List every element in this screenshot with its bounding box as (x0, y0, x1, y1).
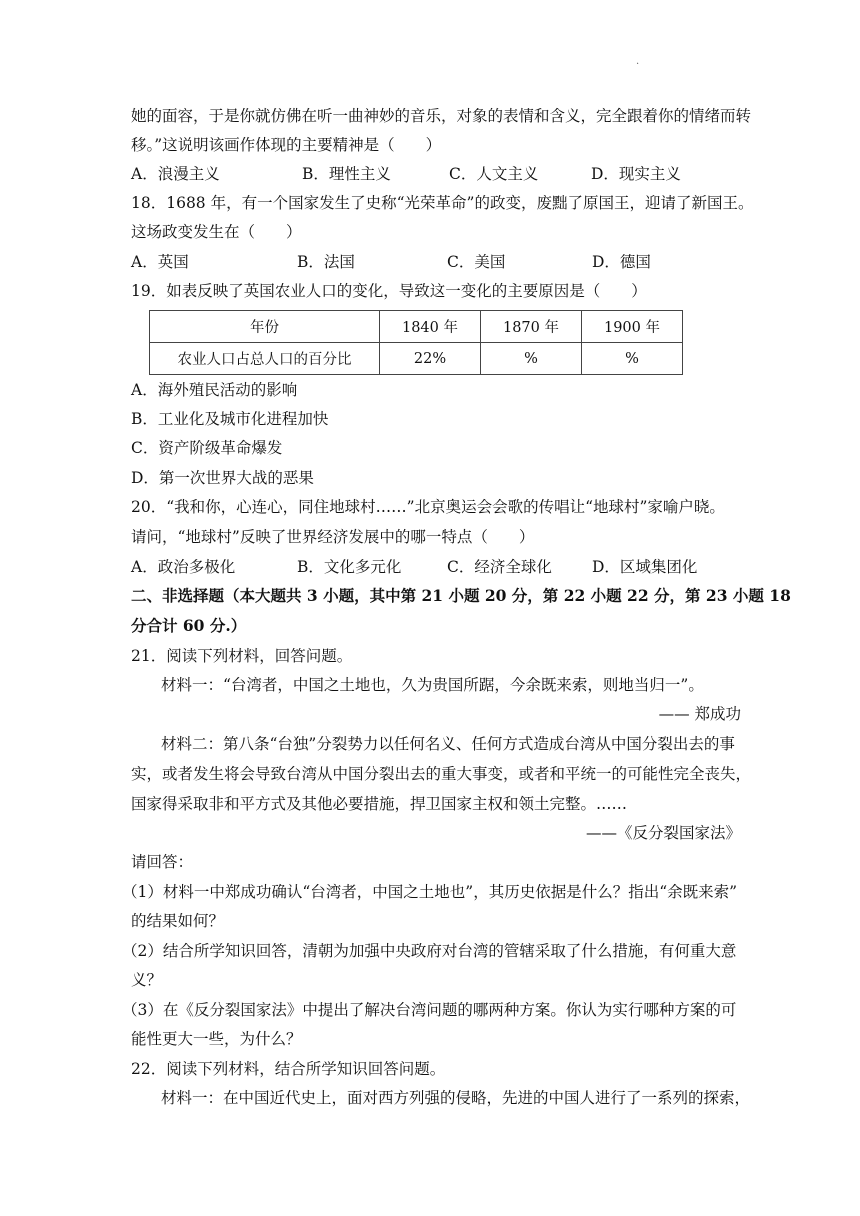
q18-option-d[interactable]: D．德国 (592, 253, 651, 271)
q19-option-b[interactable]: B．工业化及城市化进程加快 (131, 410, 329, 428)
q21-sub-1-line-2: 的结果如何？ (131, 912, 225, 930)
table-header-cell: 1900 年 (582, 311, 683, 343)
q21-stem: 21．阅读下列材料，回答问题。 (131, 647, 353, 665)
q17-line-2: 移。”这说明该画作体现的主要精神是（ ） (131, 136, 442, 154)
q20-option-a[interactable]: A．政治多极化 (131, 558, 236, 576)
q21-sub-2-line-1: （2）结合所学知识回答，清朝为加强中央政府对台湾的管辖采取了什么措施，有何重大意 (122, 942, 737, 960)
section-2-heading-cont: 分合计 60 分.） (131, 616, 247, 635)
q18-line-2: 这场政变发生在（ ） (131, 223, 302, 241)
q21-sub-2-line-2: 义？ (131, 971, 163, 989)
q19-option-d[interactable]: D．第一次世界大战的恶果 (131, 469, 314, 487)
q17-line-1: 她的面容，于是你就仿佛在听一曲神妙的音乐，对象的表情和含义，完全跟着你的情绪而转 (131, 107, 752, 125)
q17-option-b[interactable]: B．理性主义 (302, 165, 391, 183)
q21-material-1-source: —— 郑成功 (658, 705, 741, 723)
table-header-cell: 1840 年 (380, 311, 481, 343)
q18-line-1: 18．1688 年，有一个国家发生了史称“光荣革命”的政变，废黜了原国王，迎请了新国王。 (131, 194, 754, 212)
q22-stem: 22．阅读下列材料，结合所学知识回答问题。 (131, 1060, 446, 1078)
q17-option-a[interactable]: A．浪漫主义 (131, 165, 220, 183)
header-dot: . (636, 56, 640, 67)
q21-sub-3-line-2: 能性更大一些，为什么？ (131, 1030, 302, 1048)
q21-sub-1-line-1: （1）材料一中郑成功确认“台湾者，中国之土地也”，其历史依据是什么？指出“余既来索” (122, 883, 738, 901)
table-cell: 农业人口占总人口的百分比 (150, 343, 380, 375)
q18-option-b[interactable]: B．法国 (297, 253, 355, 271)
q19-option-a[interactable]: A．海外殖民活动的影响 (131, 381, 298, 399)
q17-option-d[interactable]: D．现实主义 (591, 165, 681, 183)
q20-line-2: 请问，“地球村”反映了世界经济发展中的哪一特点（ ） (131, 528, 535, 546)
section-2-heading: 二、非选择题（本大题共 3 小题，其中第 21 小题 20 分，第 22 小题 22 分，第 23 小题 18 (131, 586, 791, 605)
table-cell: 22% (380, 343, 481, 375)
q20-option-d[interactable]: D．区域集团化 (592, 558, 698, 576)
table-header-cell: 1870 年 (481, 311, 582, 343)
q18-option-a[interactable]: A．英国 (131, 253, 189, 271)
table-cell: % (481, 343, 582, 375)
table-header-cell: 年份 (150, 311, 380, 343)
q20-line-1: 20．“我和你，心连心，同住地球村……”北京奥运会会歌的传唱让“地球村”家喻户晓。 (131, 498, 725, 516)
q21-material-1: 材料一：“台湾者，中国之土地也，久为贵国所踞，今余既来索，则地当归一”。 (161, 676, 704, 694)
q21-ask: 请回答： (131, 853, 194, 871)
q21-material-2-source: ——《反分裂国家法》 (585, 824, 741, 842)
table-row (150, 343, 683, 375)
q19-stem: 19．如表反映了英国农业人口的变化，导致这一变化的主要原因是（ ） (131, 282, 647, 300)
q21-material-2-line-3: 国家得采取非和平方式及其他必要措施，捍卫国家主权和领土完整。…… (131, 795, 628, 813)
q20-option-c[interactable]: C．经济全球化 (447, 558, 552, 576)
q20-option-b[interactable]: B．文化多元化 (297, 558, 402, 576)
q18-option-c[interactable]: C．美国 (447, 253, 506, 271)
q19-option-c[interactable]: C．资产阶级革命爆发 (131, 439, 283, 457)
q22-material-1: 材料一：在中国近代史上，面对西方列强的侵略，先进的中国人进行了一系列的探索， (161, 1089, 751, 1107)
q21-sub-3-line-1: （3）在《反分裂国家法》中提出了解决台湾问题的哪两种方案。你认为实行哪种方案的可 (122, 1001, 737, 1019)
q21-material-2-line-2: 实，或者发生将会导致台湾从中国分裂出去的重大事变，或者和平统一的可能性完全丧失， (131, 765, 752, 783)
agri-population-table (149, 310, 683, 375)
q17-option-c[interactable]: C．人文主义 (449, 165, 539, 183)
table-cell: % (582, 343, 683, 375)
q21-material-2-line-1: 材料二：第八条“台独”分裂势力以任何名义、任何方式造成台湾从中国分裂出去的事 (161, 735, 735, 753)
table-header-row (150, 311, 683, 343)
